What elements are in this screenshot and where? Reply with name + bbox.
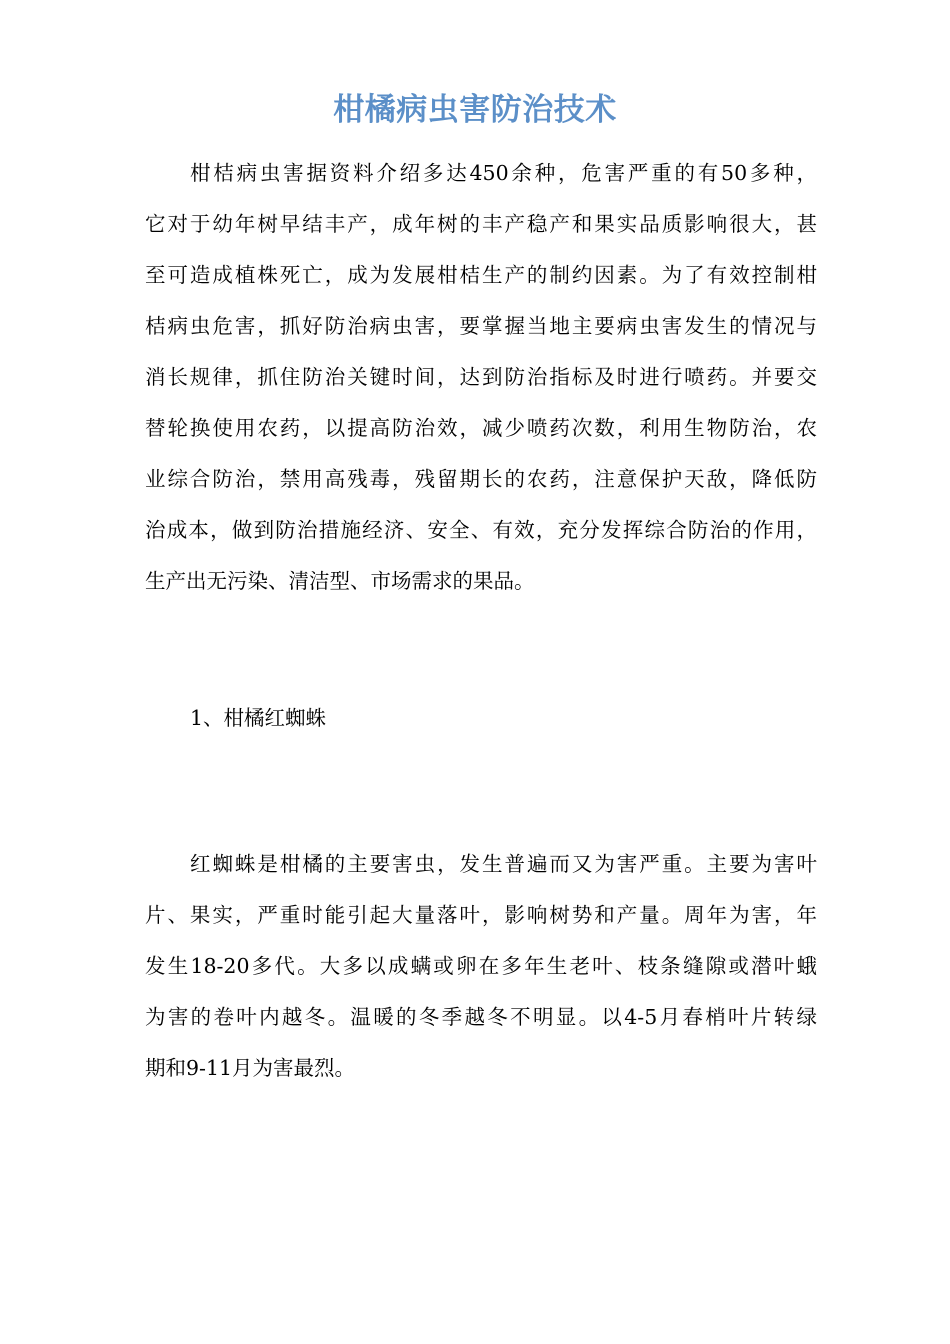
paragraph-line: 它对于幼年树早结丰产，成年树的丰产稳产和果实品质影响很大，甚 [145,212,817,236]
paragraph-line: 桔病虫危害，抓好防治病虫害，要掌握当地主要病虫害发生的情况与 [145,314,817,338]
intro-paragraph [145,148,817,607]
red-spider-paragraph [145,839,817,1094]
paragraph-line: 柑桔病虫害据资料介绍多达450余种，危害严重的有50多种， [190,161,817,185]
paragraph-line: 为害的卷叶内越冬。温暖的冬季越冬不明显。以4-5月春梢叶片转绿 [145,1005,817,1029]
paragraph-line: 至可造成植株死亡，成为发展柑桔生产的制约因素。为了有效控制柑 [145,263,817,287]
paragraph-line: 治成本，做到防治措施经济、安全、有效，充分发挥综合防治的作用， [145,518,817,542]
paragraph-line: 期和9-11月为害最烈。 [145,1056,356,1080]
paragraph-line: 业综合防治，禁用高残毒，残留期长的农药，注意保护天敌，降低防 [145,467,817,491]
paragraph-line: 替轮换使用农药，以提高防治效，减少喷药次数，利用生物防治，农 [145,416,817,440]
document-title: 柑橘病虫害防治技术 [333,92,617,128]
paragraph-line: 生产出无污染、清洁型、市场需求的果品。 [145,569,535,593]
section-heading-red-spider: 1、柑橘红蜘蛛 [190,706,327,730]
paragraph-line: 片、果实，严重时能引起大量落叶，影响树势和产量。周年为害，年 [145,903,817,927]
paragraph-line: 发生18-20多代。大多以成螨或卵在多年生老叶、枝条缝隙或潜叶蛾 [145,954,817,978]
paragraph-line: 消长规律，抓住防治关键时间，达到防治指标及时进行喷药。并要交 [145,365,817,389]
paragraph-line: 红蜘蛛是柑橘的主要害虫，发生普遍而又为害严重。主要为害叶 [190,852,817,876]
